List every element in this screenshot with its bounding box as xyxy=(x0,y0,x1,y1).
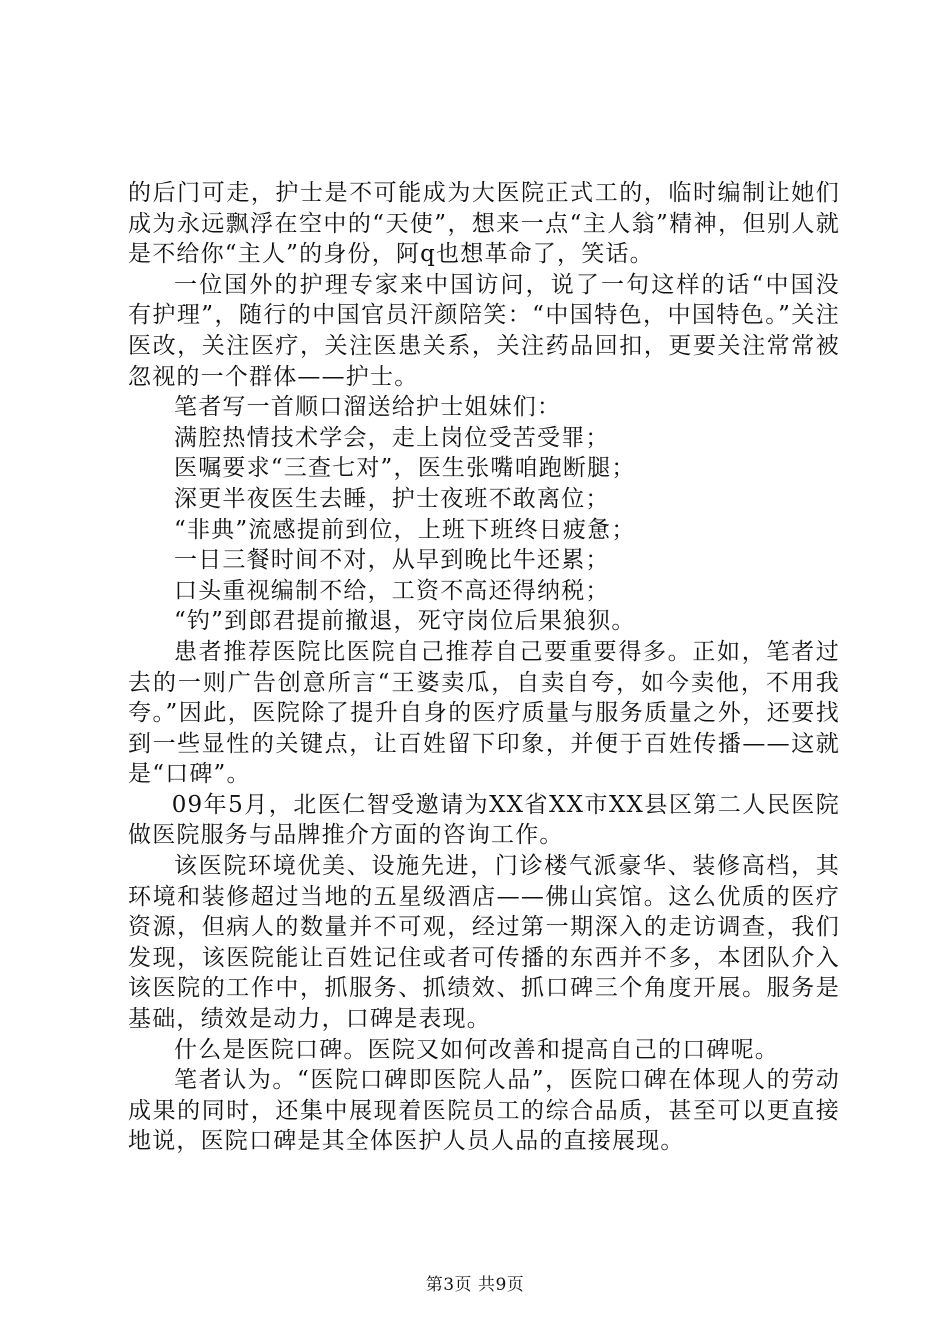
document-body xyxy=(128,178,840,1157)
paragraph-question: 什么是医院口碑。医院又如何改善和提高自己的口碑呢。 xyxy=(174,1036,779,1063)
paragraph-author-view: 笔者认为。“医院口碑即医院人品”，医院口碑在体现人的劳动成果的同时，还集中展现着医院员工的综合品质，甚至可以更直接地说，医院口碑是其全体医护人员人品的直接展现。 xyxy=(128,1067,840,1155)
poem-line: 医嘱要求“三查七对”，医生张嘴咱跑断腿； xyxy=(174,455,636,482)
poem-line: 深更半夜医生去睡，护士夜班不敢离位； xyxy=(174,485,610,512)
poem-line: 一日三餐时间不对，从早到晚比牛还累； xyxy=(174,547,610,574)
poem-line: 口头重视编制不给，工资不高还得纳税； xyxy=(174,577,610,604)
page-number-footer: 第3页 共9页 xyxy=(425,1275,525,1295)
paragraph-word-of-mouth: 患者推荐医院比医院自己推荐自己要重要得多。正如，笔者过去的一则广告创意所言“王婆卖瓜，自卖自夸，如今卖他，不用我夸。”因此，医院除了提升自身的医疗质量与服务质量之外，还要找到一些显性的关键点，让百姓留下印象，并便于百姓传播——这就是“口碑”。 xyxy=(128,638,840,788)
poem-line: 满腔热情技术学会，走上岗位受苦受罪； xyxy=(174,424,610,451)
paragraph-hospital-environment: 该医院环境优美、设施先进，门诊楼气派豪华、装修高档，其环境和装修超过当地的五星级酒店——佛山宾馆。这么优质的医疗资源，但病人的数量并不可观，经过第一期深入的走访调查，我们发现，该医院能让百姓记住或者可传播的东西并不多，本团队介入该医院的工作中，抓服务、抓绩效、抓口碑三个角度开展。服务是基础，绩效是动力，口碑是表现。 xyxy=(128,853,840,1033)
paragraph-consulting: 09年5月，北医仁智受邀请为XX省XX市XX县区第二人民医院做医院服务与品牌推介方面的咨询工作。 xyxy=(128,791,840,849)
paragraph-continuation: 的后门可走，护士是不可能成为大医院正式工的，临时编制让她们成为永远飘浮在空中的“天使”，想来一点“主人翁”精神，但别人就是不给你“主人”的身份，阿q也想革命了，笑话。 xyxy=(128,180,840,268)
poem-line: “非典”流感提前到位，上班下班终日疲惫； xyxy=(174,516,636,543)
paragraph-poem-intro: 笔者写一首顺口溜送给护士姐妹们： xyxy=(174,394,562,421)
paragraph-foreign-expert: 一位国外的护理专家来中国访问，说了一句这样的话“中国没有护理”，随行的中国官员汗颜陪笑：“中国特色，中国特色。”关注医改，关注医疗，关注医患关系，关注药品回扣，更要关注常常被忽视的一个群体——护士。 xyxy=(128,271,840,390)
poem-line: “钓”到郎君提前撤退，死守岗位后果狼狈。 xyxy=(174,608,636,635)
